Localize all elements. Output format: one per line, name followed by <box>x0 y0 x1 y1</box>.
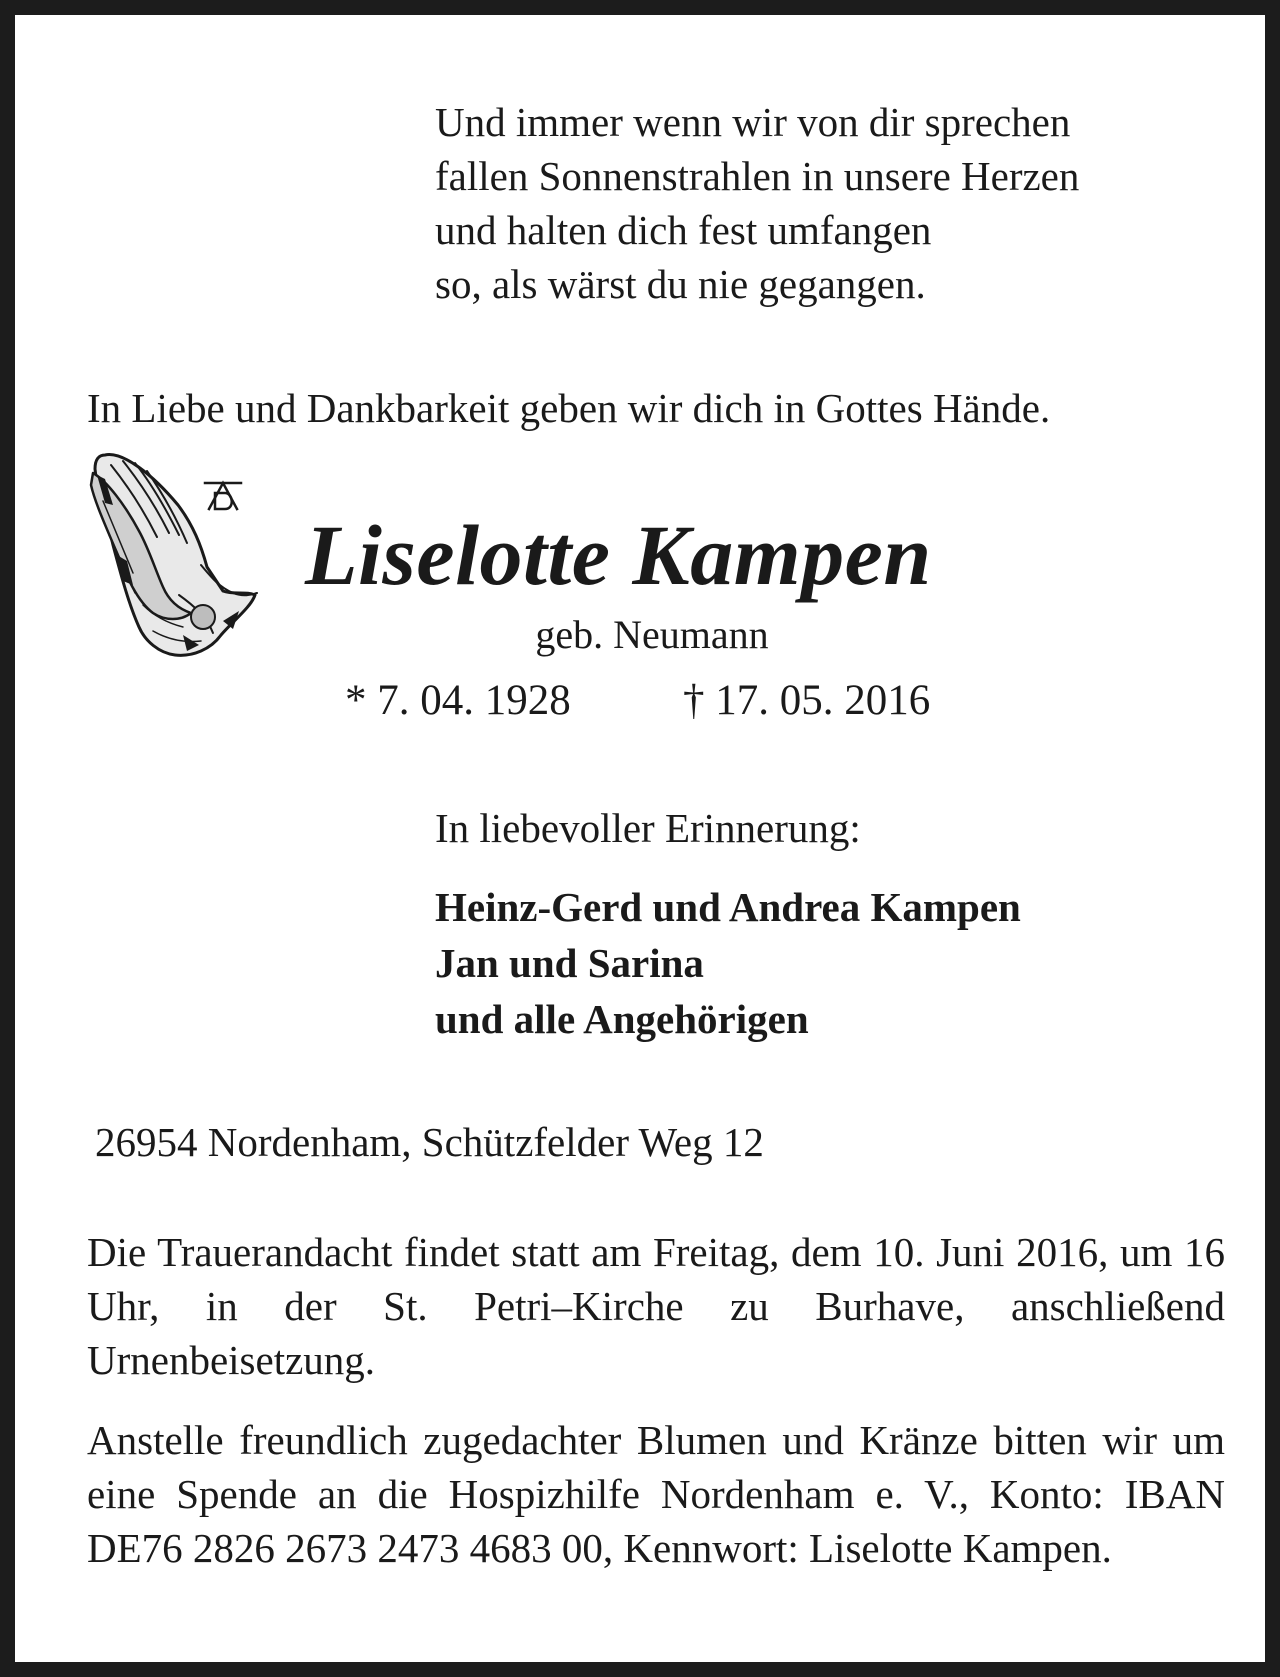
maiden-name-text: geb. Neumann <box>535 612 769 657</box>
family-line: und alle Angehörigen <box>435 996 809 1042</box>
monogram-icon <box>201 477 245 513</box>
death-date: † 17. 05. 2016 <box>683 677 931 724</box>
birth-date: * 7. 04. 1928 <box>345 677 571 724</box>
maiden-name <box>15 611 1280 659</box>
family-line: Jan und Sarina <box>435 940 704 986</box>
donation-info: Anstelle freundlich zugedachter Blumen und Kränze bitten wir um eine Spende an die Hospizhilfe Nordenham e. V., Konto: IBAN DE76 2826 2673 2473 4683 00, Kennwort: Liselotte Kampen. <box>87 1417 1225 1571</box>
service-info: Die Trauerandacht findet statt am Freitag, dem 10. Juni 2016, um 16 Uhr, in der St. Petri–Kirche zu Burhave, anschließend Urnenbeisetzung. <box>87 1229 1225 1383</box>
address: 26954 Nordenham, Schützfelder Weg 12 <box>95 1119 764 1165</box>
poem-line: und halten dich fest umfangen <box>435 207 932 253</box>
family-list <box>435 879 1021 1047</box>
dedication: In Liebe und Dankbarkeit geben wir dich in Gottes Hände. <box>87 385 1051 431</box>
poem-line: fallen Sonnenstrahlen in unsere Herzen <box>435 153 1080 199</box>
deceased-name: Liselotte Kampen <box>305 507 932 603</box>
poem <box>435 95 1079 311</box>
poem-line: Und immer wenn wir von dir sprechen <box>435 99 1071 145</box>
poem-line: so, als wärst du nie gegangen. <box>435 261 926 307</box>
family-line: Heinz-Gerd und Andrea Kampen <box>435 884 1021 930</box>
memory-heading: In liebevoller Erinnerung: <box>435 805 861 851</box>
